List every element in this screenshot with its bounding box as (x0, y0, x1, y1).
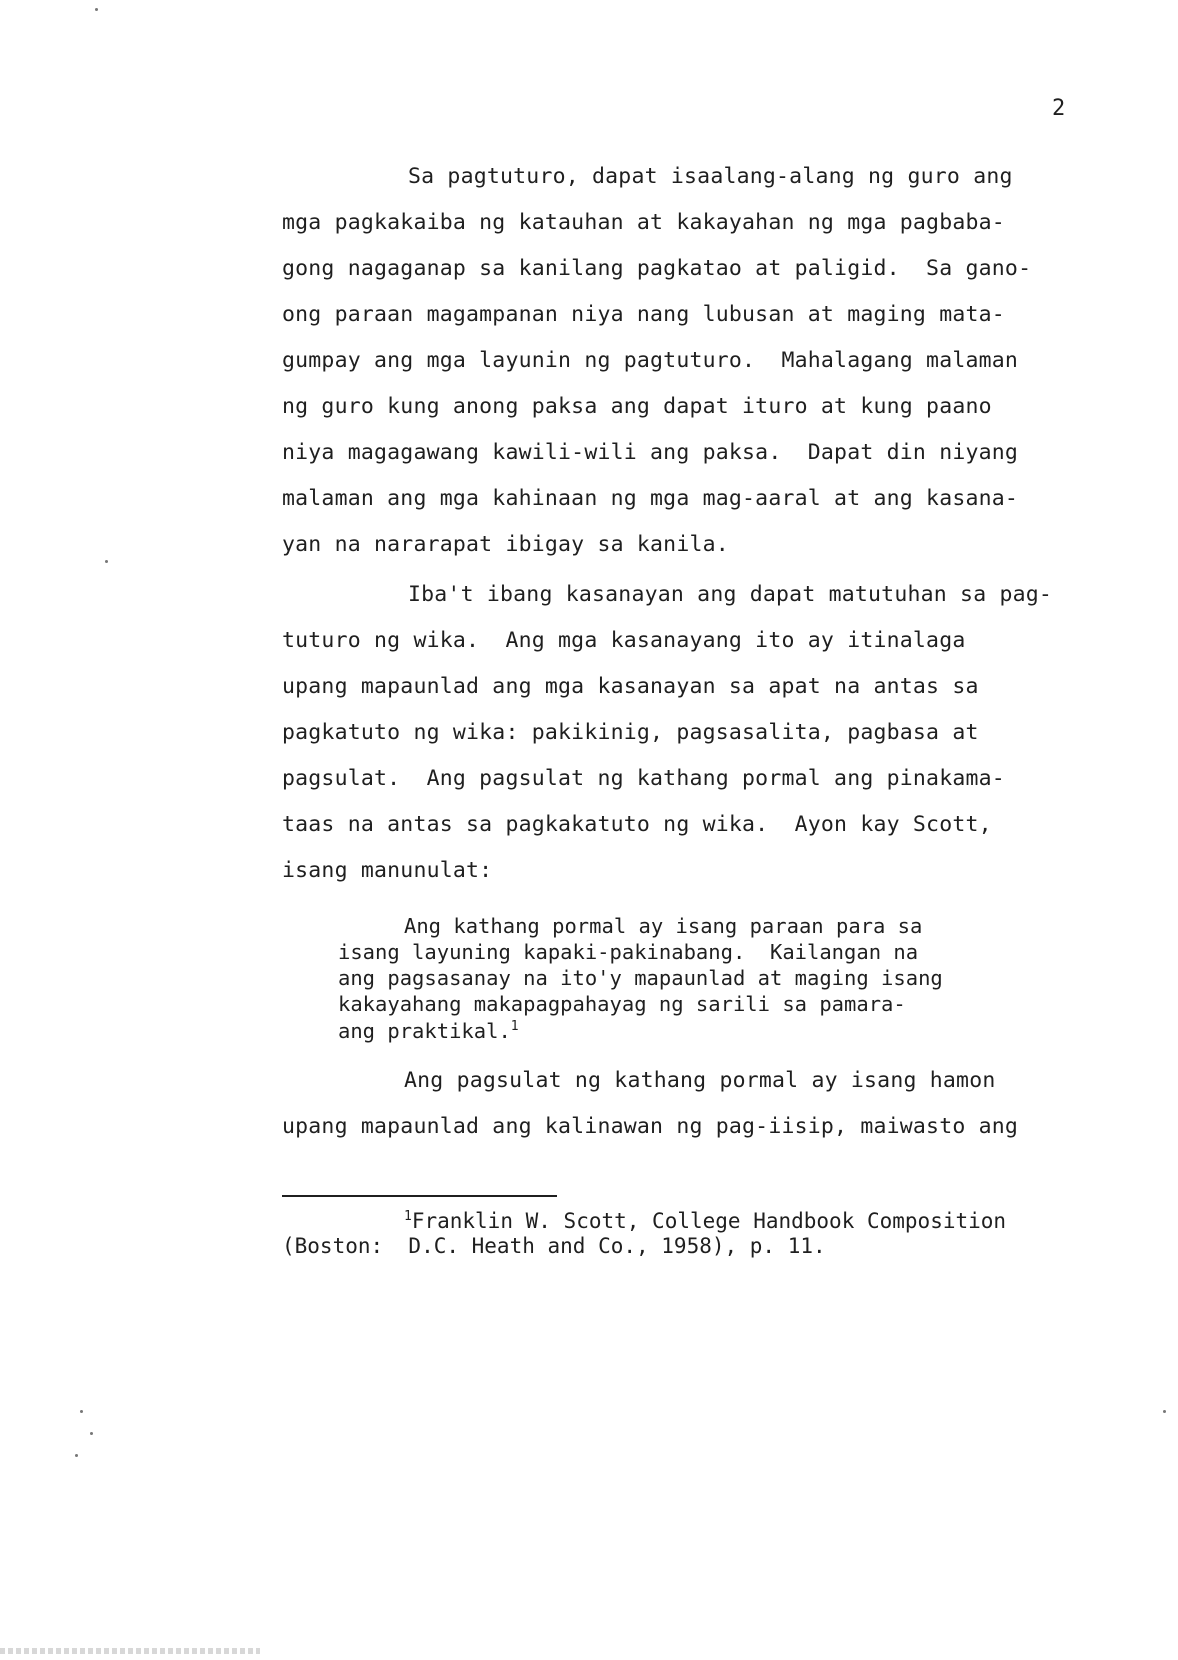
scan-footer-stamp (0, 1648, 260, 1654)
scan-speck (80, 1410, 83, 1413)
paragraph-line: taas na antas sa pagkakatuto ng wika. Ayon kay Scott, (282, 812, 992, 837)
paragraph-line: Ang pagsulat ng kathang pormal ay isang hamon (404, 1068, 996, 1093)
scan-speck (95, 8, 98, 11)
paragraph-line: gong nagaganap sa kanilang pagkatao at paligid. Sa gano- (282, 256, 1032, 281)
footnote-marker: 1 (404, 1209, 412, 1224)
scan-speck (90, 1432, 93, 1435)
paragraph-line: pagkatuto ng wika: pakikinig, pagsasalita, pagbasa at (282, 720, 979, 745)
quote-last-text: ang praktikal. (338, 1019, 511, 1043)
paragraph-line: mga pagkakaiba ng katauhan at kakayahan ng mga pagbaba- (282, 210, 1005, 235)
paragraph-line: malaman ang mga kahinaan ng mga mag-aaral at ang kasana- (282, 486, 1019, 511)
scan-speck (75, 1454, 78, 1457)
paragraph-line: yan na nararapat ibigay sa kanila. (282, 532, 729, 557)
quote-line: Ang kathang pormal ay isang paraan para sa (404, 914, 923, 938)
paragraph-line: ng guro kung anong paksa ang dapat ituro at kung paano (282, 394, 992, 419)
paragraph-line: upang mapaunlad ang kalinawan ng pag-iisip, maiwasto ang (282, 1114, 1019, 1139)
footnote-divider (282, 1195, 557, 1197)
paragraph-line: pagsulat. Ang pagsulat ng kathang pormal ang pinakama- (282, 766, 1005, 791)
quote-line: ang pagsasanay na ito'y mapaunlad at maging isang (338, 966, 943, 990)
page-number: 2 (1052, 96, 1066, 121)
paragraph-line: upang mapaunlad ang mga kasanayan sa apat na antas sa (282, 674, 979, 699)
footnote-text-1: Franklin W. Scott, College Handbook Composition (411, 1209, 1007, 1233)
paragraph-line: gumpay ang mga layunin ng pagtuturo. Mahalagang malaman (282, 348, 1019, 373)
footnote-line-1 (404, 1210, 1006, 1232)
paragraph-line: Sa pagtuturo, dapat isaalang-alang ng guro ang (408, 164, 1013, 189)
footnote-line-2: (Boston: D.C. Heath and Co., 1958), p. 11. (282, 1234, 826, 1258)
footnote-reference: 1 (510, 1019, 519, 1034)
scan-speck (105, 560, 108, 563)
paragraph-line: niya magagawang kawili-wili ang paksa. Dapat din niyang (282, 440, 1019, 465)
quote-line: isang layuning kapaki-pakinabang. Kailangan na (338, 940, 919, 964)
paragraph-line: isang manunulat: (282, 858, 493, 883)
paragraph-line: tuturo ng wika. Ang mga kasanayang ito ay itinalaga (282, 628, 966, 653)
quote-line (338, 1020, 519, 1042)
quote-line: kakayahang makapagpahayag ng sarili sa pamara- (338, 992, 906, 1016)
paragraph-line: Iba't ibang kasanayan ang dapat matutuhan sa pag- (408, 582, 1053, 607)
scan-speck (1163, 1410, 1166, 1413)
paragraph-line: ong paraan magampanan niya nang lubusan at maging mata- (282, 302, 1005, 327)
